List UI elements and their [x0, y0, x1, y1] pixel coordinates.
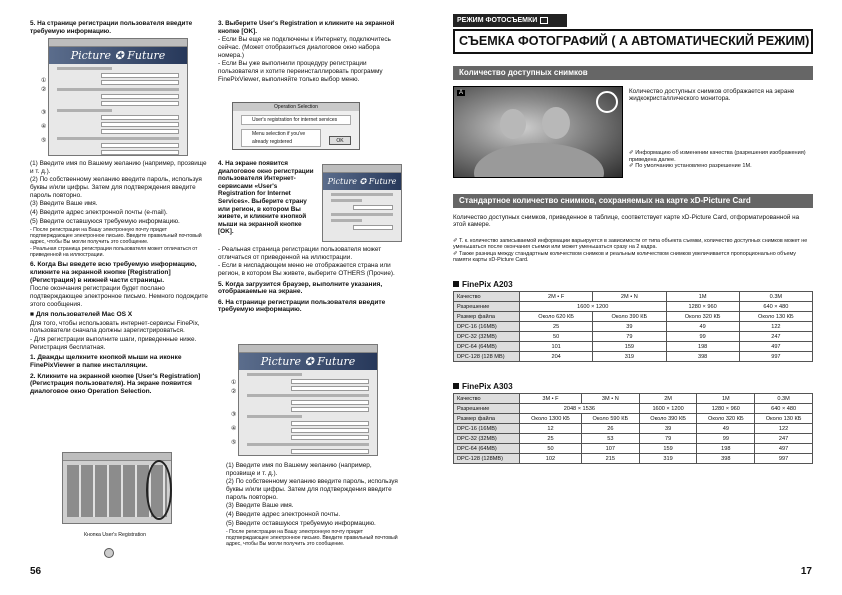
region-banner: Picture ✪ Future	[323, 173, 401, 190]
button-caption: Кнопка User's Registration	[84, 532, 146, 538]
note-difference: ✐ Также разница между стандартным количеством снимков и реальным количеством снимков увеличивается пропорционально объему памяти карты xD-Picture Card.	[453, 250, 796, 264]
dialog-option-registration[interactable]: User's registration for internet services	[241, 115, 351, 125]
mac-text-2: - Для регистрации выполните шаги, приведенные ниже. Регистрация бесплатная.	[30, 336, 197, 351]
list-a-item-2: (2) По собственному желанию введите пароль, используя буквы и/или цифры. Затем для подтверждения введите пароль повторно.	[30, 176, 202, 199]
camera-icon	[540, 17, 548, 24]
col2-step4-title: 4. На экране появится диалоговое окно регистрации пользователя Интернет-сервисами «User's Registration for Internet Services». Выберите страну или регион, в котором Вы живете, и кликните кнопкой мыши на экранной кнопке [OK].	[218, 160, 314, 236]
table-a203-title: FinePix A203	[453, 280, 513, 289]
col2-step3-a: - Если Вы еще не подключены к Интернету, подключитесь сейчас. (Может отобразиться диалоговое окно набора номера.)	[218, 36, 391, 59]
marker-2: ②	[41, 87, 47, 93]
user-registration-button-callout	[146, 460, 172, 520]
right-page	[421, 0, 842, 595]
table-row: DPC-16 (16MB) 12 26 39 49 122	[454, 424, 813, 434]
table-row: DPC-32 (32MB) 25 53 79 99 247	[454, 434, 813, 444]
marker-5: ⑤	[41, 138, 47, 144]
step6-text: После окончания регистрации будет послано подтверждающее электронное письмо. Немного подождите этого сообщения.	[30, 285, 208, 308]
mac-step-2: 2. Кликните на экранной кнопке [User's Registration] (Регистрация пользователя). На экране появится диалоговое окно Operation Selection.	[30, 372, 201, 395]
notes-2	[453, 238, 813, 264]
marker-3: ③	[41, 110, 47, 116]
region-selection-screenshot	[322, 164, 402, 242]
note-quality: ✐ Информацию об изменении качества (разрешения изображения) приведена далее.	[629, 150, 806, 163]
list-b-item-1: (1) Введите имя по Вашему желанию (например, прозвище и т. д.).	[226, 462, 372, 477]
step6-title: 6. Когда Вы введете всю требуемую информацию, кликните на экранной кнопке [Registration] (Регистрация) в нижней части страницы.	[30, 261, 197, 284]
mac-title: ■ Для пользователей Mac OS X	[30, 311, 133, 319]
list-a-item-5: (5) Введите оставшуюся требуемую информацию.	[30, 217, 180, 225]
marker-b-1: ①	[231, 380, 237, 386]
registration-screenshot-2	[238, 344, 378, 456]
note-default: ✐ По умолчанию установлено разрешение 1М.	[629, 163, 752, 170]
shot-counter-highlight	[596, 91, 618, 113]
list-b-item-4: (4) Введите адрес электронной почты.	[226, 511, 341, 519]
auto-mode-label: A	[459, 90, 464, 96]
left-column-2-body	[218, 246, 396, 315]
col2-step4-a: - Реальная страница регистрации пользователя может отличаться от приведенной на иллюстрации.	[218, 246, 382, 261]
col2-step3-title: 3. Выберите User's Registration и кликните на экранной кнопке [OK].	[218, 20, 395, 35]
marker-b-5: ⑤	[231, 440, 237, 446]
page-number-right: 17	[800, 566, 812, 577]
table-row: DPC-16 (16MB) 25 39 49 122	[454, 322, 813, 332]
dialog-title: Operation Selection	[233, 103, 359, 111]
dialog-ok-button[interactable]: OK	[329, 136, 351, 145]
list-a-item-3: (3) Введите Ваше имя.	[30, 200, 98, 208]
list-b-item-5: (5) Введите оставшуюся требуемую информацию.	[226, 519, 376, 527]
page-number-left: 56	[30, 566, 42, 577]
table-row: DPC-32 (32MB) 50 79 99 247	[454, 332, 813, 342]
col2-step4-b: - Если в ниспадающем меню не отображается страна или регион, в котором Вы живете, выберите OTHERS (Прочие).	[218, 262, 395, 277]
section-standard-shots: Стандартное количество снимков, сохраняемых на карте xD-Picture Card	[453, 194, 813, 208]
left-column-1-body	[30, 160, 208, 397]
table-row: DPC-64 (64MB) 50 107 159 198 497	[454, 444, 813, 454]
page-title: СЪЕМКА ФОТОГРАФИЙ ( A АВТОМАТИЧЕСКИЙ РЕЖИМ)	[453, 29, 813, 54]
list-b-item-2: (2) По собственному желанию введите пароль, используя буквы и/или цифры. Затем для подтверждения введите пароль повторно.	[226, 478, 398, 501]
section1-text: Количество доступных снимков отображается на экране жидкокристаллического монитора.	[629, 88, 795, 103]
list-a-item-4: (4) Введите адрес электронной почты (e-mail).	[30, 209, 168, 217]
left-column-1	[30, 20, 208, 36]
section2-text: Количество доступных снимков, приведенное в таблице, соответствует карте xD-Picture Card, отформатированной на этой камере.	[453, 214, 800, 229]
registration-screenshot-1	[48, 38, 188, 156]
left-column-2	[218, 20, 396, 84]
lcd-photo	[453, 86, 623, 178]
dialog-option-menu[interactable]: Menu selection if you've already registered	[241, 129, 321, 147]
note-b1: - После регистрации на Вашу электронную почту придет подтверждающее электронное письмо. Введите правильный почтовый адрес, чтобы Вы могли получить это сообщение.	[226, 528, 398, 547]
col2-step5-title: 5. Когда загрузится браузер, выполните указания, отображаемые на экране.	[218, 280, 383, 296]
marker-b-2: ②	[231, 389, 237, 395]
table-row: DPC-128 (128 MB) 204 319 398 997	[454, 352, 813, 362]
picture-future-banner: Picture ✪ Future	[49, 47, 187, 64]
left-column-2-step4	[218, 160, 316, 237]
marker-b-3: ③	[231, 412, 237, 418]
col2-step6-title: 6. На странице регистрации пользователя введите требуемую информацию.	[218, 298, 386, 314]
table-a303-title: FinePix A303	[453, 382, 513, 391]
mode-tag: РЕЖИМ ФОТОСЪЕМКИ	[453, 14, 567, 27]
marker-b-4: ④	[231, 426, 237, 432]
note-a2: - Реальная страница регистрации пользователя может отличаться от приведенной на иллюстрации.	[30, 246, 198, 259]
notes-1	[629, 150, 813, 170]
note-a1: - После регистрации на Вашу электронную почту придет подтверждающее электронное письмо. Введите правильный почтовый адрес, чтобы Вы могли получить это сообщение.	[30, 226, 202, 245]
list-a-item-1: (1) Введите имя по Вашему желанию (например, прозвище и т. д.).	[30, 160, 207, 175]
left-column-2-list	[226, 462, 398, 548]
table-row: DPC-64 (64MB) 101 159 198 497	[454, 342, 813, 352]
note-variation: ✐ Т. к. количество записываемой информации варьируется в зависимости от типа объекта съемки, количество доступных снимков может не уменьшаться после окончания съемки или может уменьшаться сразу на 2 кадра.	[453, 238, 808, 251]
table-row: DPC-128 (128MB) 102 215 319 398 997	[454, 454, 813, 464]
picture-future-banner-2: Picture ✪ Future	[239, 353, 377, 370]
section-available-shots: Количество доступных снимков	[453, 66, 813, 80]
step5-title: 5. На странице регистрации пользователя введите требуемую информацию.	[30, 20, 193, 35]
marker-1: ①	[41, 78, 47, 84]
list-b-item-3: (3) Введите Ваше имя.	[226, 502, 294, 510]
mac-text-1: Для того, чтобы использовать интернет-сервисы FinePix, пользователи сначала должны зарегистрироваться.	[30, 319, 200, 335]
col2-step3-b: - Если Вы уже выполнили процедуру регистрации пользователя и хотите переинсталлировать программу FinePixViewer, выполняйте только выбор меню.	[218, 60, 383, 83]
table-a203: Качество 2M • F 2M • N 1M 0.3M Разрешение 1600 × 1200 1280 × 960 640 × 480 Размер файла Около 620 КБ Около 390 КБ Около 320 КБ Около 130 КБ DPC-16 (16MB) 25 39 49 122 DPC-32 (32MB) 50 79 99 247 DPC-64 (64MB) 101 159 198 497 DPC-128 (128 MB) 204 319 398 997	[453, 291, 813, 362]
operation-selection-dialog	[232, 102, 360, 150]
registration-icon	[104, 548, 114, 558]
marker-4: ④	[41, 124, 47, 130]
table-a303: Качество 3M • F 3M • N 2M 1M 0.3M Разрешение 2048 × 1536 1600 × 1200 1280 × 960 640 × 480 Размер файла Около 1300 КБ Около 590 КБ Около 390 КБ Около 320 КБ Около 130 КБ DPC-16 (16MB) 12 26 39 49 122 DPC-32 (32MB) 25 53 79 99 247 DPC-64 (64MB) 50 107 159 198 497 DPC-128 (128MB) 102 215 319 398 997	[453, 393, 813, 464]
mac-step-1: 1. Дважды щелкните кнопкой мыши на иконке FinePixViewer в папке инсталляции.	[30, 354, 182, 370]
